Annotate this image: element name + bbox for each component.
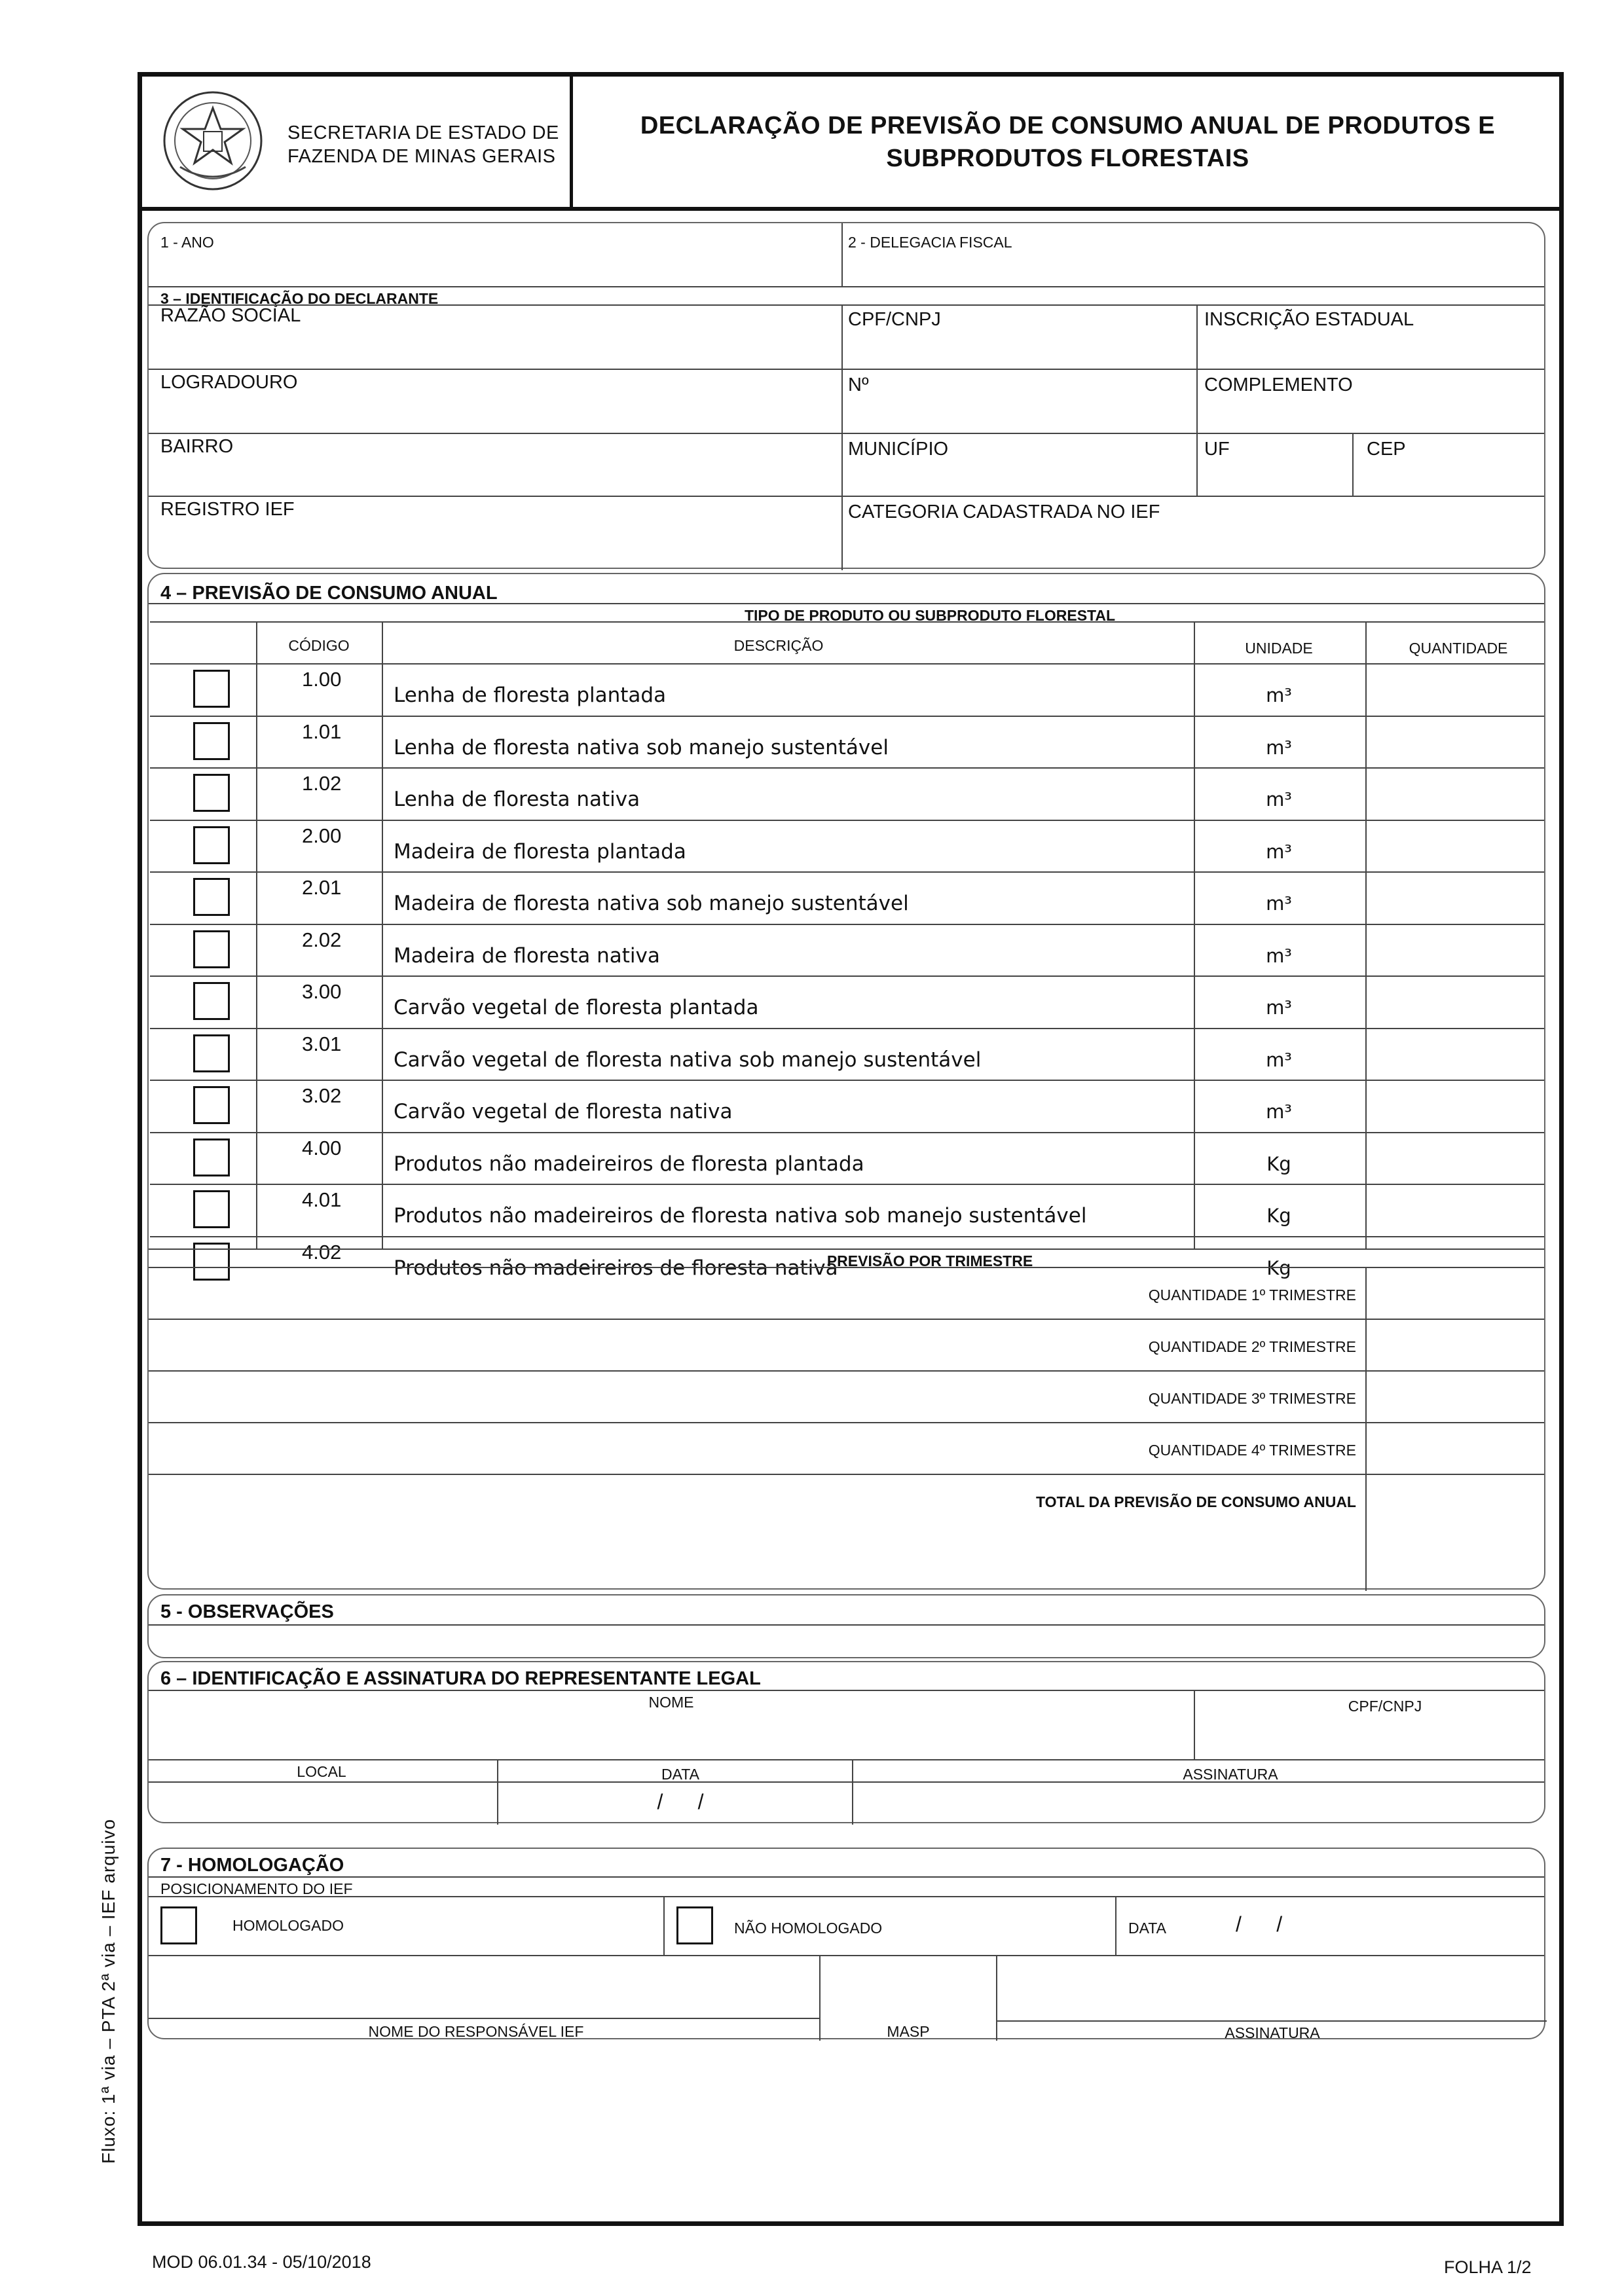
numero-label: Nº xyxy=(848,374,869,395)
local-label: LOCAL xyxy=(297,1763,346,1780)
product-code: 1.02 xyxy=(302,772,342,795)
product-quantity-field[interactable] xyxy=(1371,1135,1542,1182)
product-description: Carvão vegetal de floresta plantada xyxy=(394,996,759,1019)
product-unit: m³ xyxy=(1266,736,1292,759)
masp-field[interactable] xyxy=(823,1959,992,2014)
nao-homologado-checkbox[interactable] xyxy=(676,1906,713,1944)
municipio-label: MUNICÍPIO xyxy=(848,439,949,460)
agency-name xyxy=(287,121,559,168)
product-checkbox[interactable] xyxy=(193,878,230,916)
model-code: MOD 06.01.34 - 05/10/2018 xyxy=(152,2252,371,2272)
product-code: 1.00 xyxy=(302,668,342,691)
ief-assinatura-label: ASSINATURA xyxy=(1225,2024,1320,2041)
product-description: Madeira de floresta nativa xyxy=(394,943,660,968)
product-description: Lenha de floresta nativa xyxy=(394,788,640,811)
product-code: 4.01 xyxy=(302,1188,342,1211)
section-identification xyxy=(147,222,1545,569)
product-quantity-field[interactable] xyxy=(1371,666,1542,713)
cpf-cnpj-label: CPF/CNPJ xyxy=(848,309,941,330)
product-unit: Kg xyxy=(1266,1152,1291,1175)
tipo-produto-header: TIPO DE PRODUTO OU SUBPRODUTO FLORESTAL xyxy=(744,607,1116,624)
trimestre-label: QUANTIDADE 1º TRIMESTRE xyxy=(1148,1286,1356,1303)
product-unit: m³ xyxy=(1266,944,1292,967)
trimestre-label: QUANTIDADE 4º TRIMESTRE xyxy=(1148,1442,1356,1459)
col-unidade-header: UNIDADE xyxy=(1245,640,1313,657)
col-codigo-header: CÓDIGO xyxy=(288,637,350,654)
product-unit: Kg xyxy=(1266,1205,1291,1227)
product-unit: m³ xyxy=(1266,788,1292,811)
product-quantity-field[interactable] xyxy=(1371,874,1542,921)
homolog-date-field[interactable]: / / xyxy=(1236,1912,1283,1936)
rep-date-field[interactable]: / / xyxy=(657,1790,704,1813)
product-description: Lenha de floresta nativa sob manejo sustentável xyxy=(394,735,889,759)
product-checkbox[interactable] xyxy=(193,774,230,812)
section6-title: 6 – IDENTIFICAÇÃO E ASSINATURA DO REPRESENTANTE LEGAL xyxy=(160,1668,761,1689)
homologado-checkbox[interactable] xyxy=(160,1906,197,1944)
local-field[interactable] xyxy=(154,1785,493,1821)
nome-responsavel-field[interactable] xyxy=(154,1959,815,2014)
fluxo-note: Fluxo: 1ª via – PTA 2ª via – IEF arquivo xyxy=(98,1818,119,2164)
state-seal-icon xyxy=(160,88,265,193)
form-title-line-1: DECLARAÇÃO DE PREVISÃO DE CONSUMO ANUAL DE PRODUTOS E xyxy=(640,112,1496,139)
nao-homologado-label: NÃO HOMOLOGADO xyxy=(734,1920,883,1937)
section3-title: 3 – IDENTIFICAÇÃO DO DECLARANTE xyxy=(160,290,439,307)
product-code: 1.01 xyxy=(302,720,342,743)
product-checkbox[interactable] xyxy=(193,722,230,760)
product-code: 3.00 xyxy=(302,980,342,1003)
form-header xyxy=(142,77,1559,211)
product-code: 4.02 xyxy=(302,1240,342,1264)
trimestre-quantity-field[interactable] xyxy=(1371,1269,1542,1316)
logradouro-label: LOGRADOURO xyxy=(160,372,298,393)
product-description: Produtos não madeireiros de floresta nativa xyxy=(394,1256,838,1280)
product-description: Madeira de floresta nativa sob manejo sustentável xyxy=(394,892,909,915)
form-frame xyxy=(138,72,1564,2226)
product-quantity-field[interactable] xyxy=(1371,822,1542,869)
trimestre-quantity-field[interactable] xyxy=(1371,1321,1542,1368)
product-quantity-field[interactable] xyxy=(1371,1030,1542,1078)
form-title xyxy=(576,109,1559,175)
product-code: 2.02 xyxy=(302,928,342,951)
section7-title: 7 - HOMOLOGAÇÃO xyxy=(160,1855,344,1876)
rep-signature-field[interactable] xyxy=(857,1785,1542,1821)
trimestre-label: QUANTIDADE 2º TRIMESTRE xyxy=(1148,1338,1356,1355)
masp-label: MASP xyxy=(887,2023,930,2040)
product-unit: m³ xyxy=(1266,684,1292,706)
product-quantity-field[interactable] xyxy=(1371,770,1542,817)
product-checkbox[interactable] xyxy=(193,1034,230,1072)
nome-field[interactable] xyxy=(154,1712,1189,1755)
product-unit: m³ xyxy=(1266,1101,1292,1123)
complemento-label: COMPLEMENTO xyxy=(1204,374,1353,395)
product-description: Carvão vegetal de floresta nativa xyxy=(394,1100,733,1123)
cep-label: CEP xyxy=(1367,439,1406,460)
product-checkbox[interactable] xyxy=(193,670,230,708)
product-quantity-field[interactable] xyxy=(1371,718,1542,765)
product-unit: m³ xyxy=(1266,840,1292,863)
product-description: Lenha de floresta plantada xyxy=(394,683,667,707)
product-unit: m³ xyxy=(1266,892,1292,915)
rep-cpf-cnpj-label: CPF/CNPJ xyxy=(1348,1698,1422,1715)
product-checkbox[interactable] xyxy=(193,826,230,864)
section4-title: 4 – PREVISÃO DE CONSUMO ANUAL xyxy=(160,583,498,604)
nome-responsavel-label: NOME DO RESPONSÁVEL IEF xyxy=(368,2023,584,2040)
total-quantity-field[interactable] xyxy=(1371,1476,1542,1522)
ano-label: 1 - ANO xyxy=(160,234,214,251)
posicionamento-label: POSICIONAMENTO DO IEF xyxy=(160,1880,353,1897)
product-quantity-field[interactable] xyxy=(1371,1186,1542,1233)
product-quantity-field[interactable] xyxy=(1371,926,1542,974)
product-description: Produtos não madeireiros de floresta nativa sob manejo sustentável xyxy=(394,1204,1087,1228)
agency-line-1: SECRETARIA DE ESTADO DE xyxy=(287,122,559,143)
bairro-label: BAIRRO xyxy=(160,436,234,457)
uf-label: UF xyxy=(1204,439,1230,460)
product-code: 2.01 xyxy=(302,876,342,899)
product-description: Madeira de floresta plantada xyxy=(394,839,686,864)
total-consumo-label: TOTAL DA PREVISÃO DE CONSUMO ANUAL xyxy=(1036,1493,1356,1510)
ief-signature-field[interactable] xyxy=(1000,1959,1542,2014)
product-code: 2.00 xyxy=(302,824,342,847)
rep-assinatura-label: ASSINATURA xyxy=(1183,1766,1278,1783)
categoria-ief-label: CATEGORIA CADASTRADA NO IEF xyxy=(848,501,1160,522)
homologado-label: HOMOLOGADO xyxy=(232,1917,344,1934)
product-unit: m³ xyxy=(1266,1048,1292,1071)
previsao-trimestre-header: PREVISÃO POR TRIMESTRE xyxy=(826,1252,1033,1269)
product-checkbox[interactable] xyxy=(193,982,230,1020)
delegacia-label: 2 - DELEGACIA FISCAL xyxy=(848,234,1012,251)
header-agency-cell xyxy=(142,77,573,207)
product-checkbox[interactable] xyxy=(193,1139,230,1176)
product-code: 3.02 xyxy=(302,1084,342,1107)
trimestre-quantity-field[interactable] xyxy=(1371,1373,1542,1419)
inscricao-estadual-label: INSCRIÇÃO ESTADUAL xyxy=(1204,309,1414,330)
trimestre-quantity-field[interactable] xyxy=(1371,1425,1542,1471)
rep-data-label: DATA xyxy=(661,1766,699,1783)
product-code: 4.00 xyxy=(302,1136,342,1159)
rep-cpf-cnpj-field[interactable] xyxy=(1199,1712,1542,1755)
product-unit: Kg xyxy=(1266,1256,1291,1279)
agency-line-2: FAZENDA DE MINAS GERAIS xyxy=(287,146,556,167)
product-checkbox[interactable] xyxy=(193,1086,230,1124)
product-quantity-field[interactable] xyxy=(1371,978,1542,1025)
razao-social-label: RAZÃO SOCIAL xyxy=(160,305,301,326)
registro-ief-label: REGISTRO IEF xyxy=(160,499,295,520)
page-number: FOLHA 1/2 xyxy=(1444,2257,1532,2277)
section5-title: 5 - OBSERVAÇÕES xyxy=(160,1601,334,1622)
section-consumo-anual xyxy=(147,573,1545,1590)
trimestre-label: QUANTIDADE 3º TRIMESTRE xyxy=(1148,1390,1356,1407)
product-code: 3.01 xyxy=(302,1032,342,1055)
section-homologacao xyxy=(147,1848,1545,2039)
col-quantidade-header: QUANTIDADE xyxy=(1409,640,1508,657)
product-description: Produtos não madeireiros de floresta plantada xyxy=(394,1152,864,1176)
product-quantity-field[interactable] xyxy=(1371,1082,1542,1129)
section-observacoes xyxy=(147,1594,1545,1658)
homolog-data-label: DATA xyxy=(1128,1920,1166,1937)
product-checkbox[interactable] xyxy=(193,930,230,968)
product-checkbox[interactable] xyxy=(193,1190,230,1228)
col-descricao-header: DESCRIÇÃO xyxy=(733,637,824,654)
nome-label: NOME xyxy=(648,1694,694,1711)
observacoes-field[interactable] xyxy=(154,1628,1541,1654)
product-description: Carvão vegetal de floresta nativa sob manejo sustentável xyxy=(394,1048,982,1072)
product-unit: m³ xyxy=(1266,996,1292,1019)
form-title-line-2: SUBPRODUTOS FLORESTAIS xyxy=(886,145,1249,172)
section-representante-legal xyxy=(147,1661,1545,1823)
